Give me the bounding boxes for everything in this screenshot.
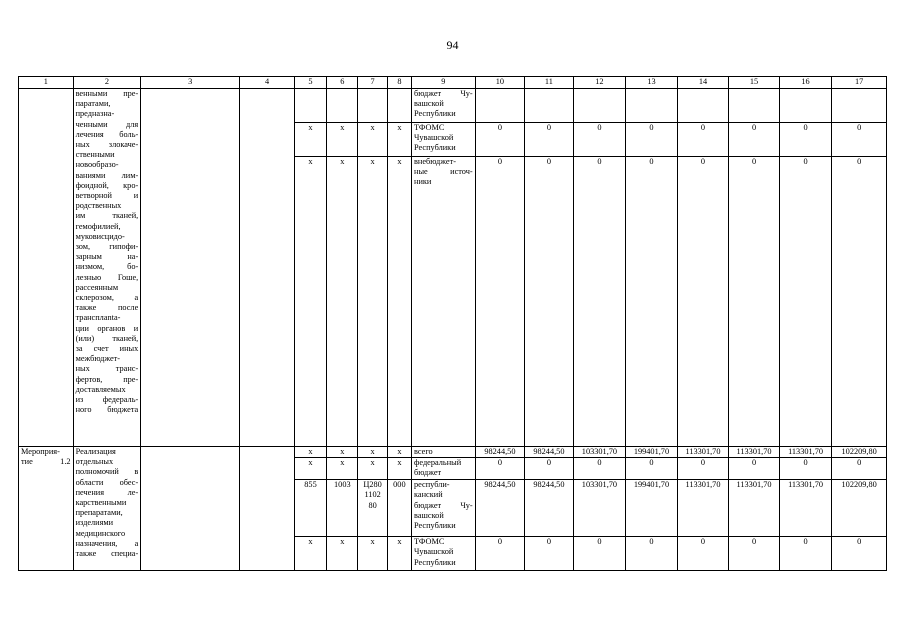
column-header: 7 [358,77,387,89]
code-cell: х [387,157,411,447]
column-header: 9 [412,77,476,89]
value-cell: 0 [525,123,574,157]
value-cell: 0 [525,458,574,480]
value-cell: 0 [626,123,678,157]
value-cell: 98244,50 [475,480,525,537]
code-cell: х [327,458,358,480]
code-cell: х [358,537,387,571]
code-cell: х [387,447,411,458]
value-cell: 0 [779,123,832,157]
code-cell: х [327,157,358,447]
code-cell: 855 [294,480,326,537]
column-header: 12 [573,77,626,89]
value-cell: 0 [475,458,525,480]
empty-cell [141,89,240,447]
value-cell: 0 [677,157,729,447]
column-header: 3 [141,77,240,89]
column-header: 14 [677,77,729,89]
value-cell: 0 [779,157,832,447]
code-cell: х [327,447,358,458]
value-cell: 102209,80 [832,447,887,458]
value-cell: 98244,50 [475,447,525,458]
value-cell: 0 [729,458,780,480]
column-header: 5 [294,77,326,89]
value-cell [475,89,525,123]
value-cell: 0 [475,537,525,571]
table-header-row [19,77,887,89]
value-cell: 0 [573,157,626,447]
value-cell: 0 [573,537,626,571]
value-cell: 0 [573,458,626,480]
code-cell: Ц280 1102 80 [358,480,387,537]
code-cell [327,89,358,123]
value-cell: 113301,70 [779,480,832,537]
value-cell: 0 [677,537,729,571]
value-cell: 0 [626,458,678,480]
code-cell: х [358,447,387,458]
page-number: 94 [446,38,459,52]
value-cell [525,89,574,123]
code-cell: х [327,123,358,157]
column-header: 6 [327,77,358,89]
budget-table [18,76,887,571]
code-cell: 000 [387,480,411,537]
code-cell: х [294,537,326,571]
value-cell: 113301,70 [729,480,780,537]
value-cell [779,89,832,123]
code-cell: х [387,537,411,571]
empty-cell [141,447,240,571]
code-cell: х [294,447,326,458]
funding-source: внебюджет- ные источ- ники [412,157,476,447]
code-cell: х [387,458,411,480]
funding-source: ТФОМС Чувашской Республики [412,123,476,157]
value-cell [729,89,780,123]
table-row [19,89,887,123]
value-cell: 0 [677,458,729,480]
value-cell [677,89,729,123]
column-header: 2 [73,77,141,89]
code-cell [387,89,411,123]
code-cell: 1003 [327,480,358,537]
value-cell: 98244,50 [525,447,574,458]
column-header: 10 [475,77,525,89]
code-cell [294,89,326,123]
column-header: 13 [626,77,678,89]
value-cell: 0 [729,537,780,571]
value-cell: 113301,70 [779,447,832,458]
column-header: 1 [19,77,74,89]
funding-source: бюджет Чу- вашской Республики [412,89,476,123]
measure-description: Реализация отдельных полномочий в области обес- печения ле- карственными препаратами, изделиями медицинского назначения, а также специа- [73,447,141,571]
code-cell: х [358,123,387,157]
code-cell: х [294,123,326,157]
measure-label: Мероприя- тие 1.2 [19,447,74,571]
value-cell: 0 [832,537,887,571]
value-cell: 0 [626,537,678,571]
value-cell: 0 [677,123,729,157]
value-cell: 0 [626,157,678,447]
value-cell: 102209,80 [832,480,887,537]
code-cell: х [358,157,387,447]
value-cell: 0 [779,458,832,480]
empty-cell [240,447,295,571]
value-cell: 0 [779,537,832,571]
value-cell [573,89,626,123]
table-row [19,447,887,458]
value-cell [832,89,887,123]
value-cell: 0 [832,123,887,157]
empty-cell [240,89,295,447]
value-cell: 0 [573,123,626,157]
column-header: 16 [779,77,832,89]
column-header: 11 [525,77,574,89]
column-header: 8 [387,77,411,89]
value-cell: 98244,50 [525,480,574,537]
value-cell: 0 [832,157,887,447]
value-cell: 199401,70 [626,447,678,458]
value-cell [626,89,678,123]
funding-source: ТФОМС Чувашской Республики [412,537,476,571]
value-cell: 0 [475,123,525,157]
funding-source: всего [412,447,476,458]
column-header: 4 [240,77,295,89]
code-cell: х [294,458,326,480]
value-cell: 0 [832,458,887,480]
funding-source: республи- канский бюджет Чу- вашской Республики [412,480,476,537]
funding-source: федеральный бюджет [412,458,476,480]
code-cell: х [387,123,411,157]
value-cell: 103301,70 [573,480,626,537]
code-cell [358,89,387,123]
value-cell: 113301,70 [729,447,780,458]
value-cell: 103301,70 [573,447,626,458]
measure-description: венными пре- паратами, предназна- ченными для лечения боль- ных злокаче- ственными новообразо- ваниями лим- фоидной, кро- ветворной и родственных им тканей, гемофилией, муковисцидо- зом, гипофи- зарным на- низмом, бо- лезнью Гоше, рассеянным склерозом, а также после трансплanta- ции органов и (или) тканей, за счет иных межбюджет- ных транс- фертов, пре- доставляемых из федераль- ного бюджета [73,89,141,447]
value-cell: 0 [525,537,574,571]
empty-cell [19,89,74,447]
code-cell: х [358,458,387,480]
column-header: 17 [832,77,887,89]
column-header: 15 [729,77,780,89]
value-cell: 199401,70 [626,480,678,537]
code-cell: х [327,537,358,571]
value-cell: 0 [475,157,525,447]
value-cell: 0 [525,157,574,447]
value-cell: 0 [729,157,780,447]
value-cell: 0 [729,123,780,157]
value-cell: 113301,70 [677,447,729,458]
code-cell: х [294,157,326,447]
value-cell: 113301,70 [677,480,729,537]
